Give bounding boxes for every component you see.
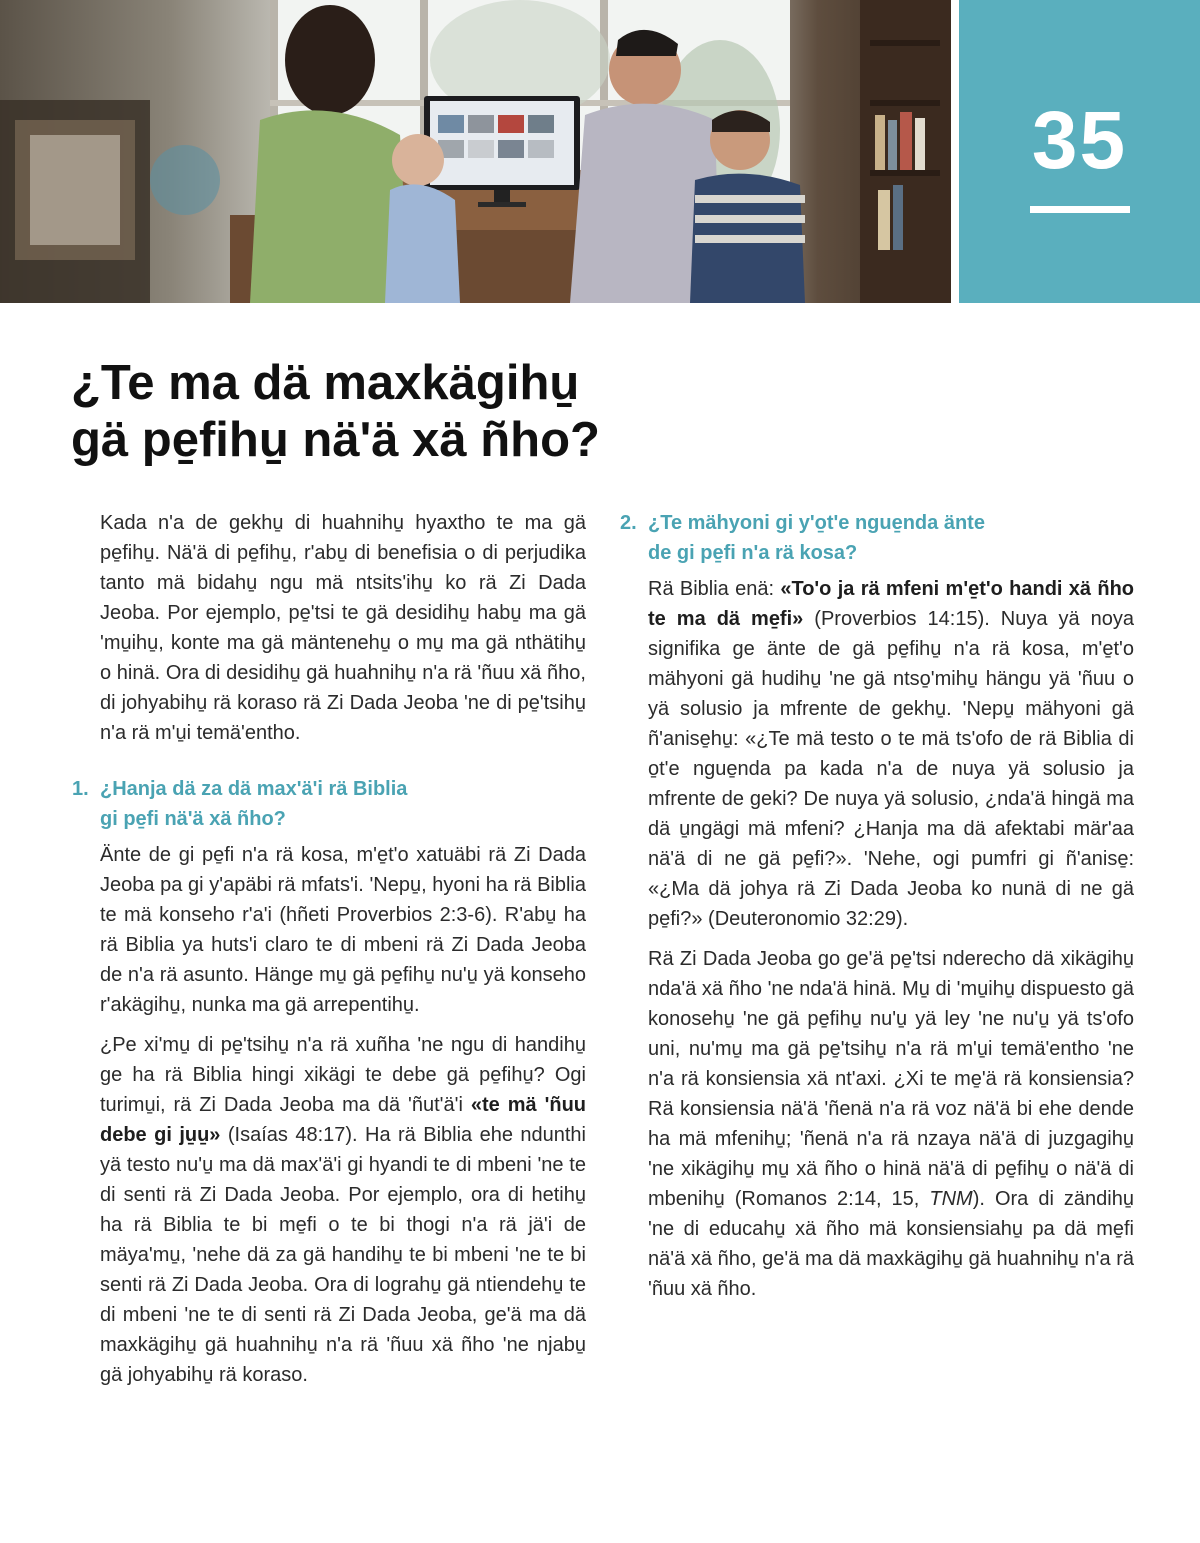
section-2-paragraph-2 [648,944,1134,1304]
section-2-p2-text-b: ). Ora di zändihu̱ 'ne di educahu̱ xä ñho mä konsiensiahu̱ pa dä me̱fi nä'ä xä ñho, ge'ä ma dä maxkägihu̱ gä huahnihu̱ n'a rä 'ñuu xä ñho. [648,1188,1134,1300]
section-2-number: 2. [620,512,637,534]
intro-paragraph: Kada n'a de gekhu̱ di huahnihu̱ hyaxtho te ma gä pe̱fihu̱. Nä'ä di pe̱fihu̱, r'abu̱ di benefisia o di perjudika tanto mä bidahu̱ ngu mä ntsits'ihu̱ ko rä Zi Dada Jeoba. Por ejemplo, pe̱'tsi te gä desidihu̱ habu̱ ma gä 'mu̱ihu̱, konte ma gä mäntenehu̱ o mu̱ ma gä nthätihu̱ o hinä. Ora di desidihu̱ gä huahnihu̱ n'a rä 'ñuu xä ñho, di johyabihu̱ rä koraso rä Zi Dada Jeoba 'ne di pe̱'tsihu̱ n'a rä m'u̱i temä'entho. [100,512,586,744]
section-2-paragraph-1 [648,574,1134,934]
section-2-heading-line-2: de gi pe̱fi n'a rä kosa? [648,542,858,564]
section-1-paragraph-2 [100,1030,586,1390]
lesson-number-box [959,0,1200,303]
lesson-number: 35 [1031,95,1128,186]
section-1-heading [72,774,586,834]
family-computer-photo [0,0,951,303]
right-column [620,508,1135,1304]
section-2-p1-text-b: (Proverbios 14:15). Nuya yä noya signifika ge änte de gä pe̱fihu̱ n'a rä kosa, m'e̱t'o mähyoni gä hudihu̱ 'ne gä ntso̱'mihu̱ hängu yä 'ñuu o yä solusio ja mfrente de gekhu̱. 'Nepu̱ mähyoni gä ñ'anise̱hu̱: «¿Te mä testo o te mä ts'ofo de rä Biblia di o̱t'e ngue̱nda pa kada n'a de nuya yä solusio ja mfrente de geki? De nuya yä solusio, ¿nda'ä hingä ma dä u̱ngägi mä mfeni? ¿Hanja ma dä afektabi mär'aa nä'ä di ne gä pe̱fi?». 'Nehe, ogi pumfri gi ñ'anise̱: «¿Ma dä johya rä Zi Dada Jeoba ko nunä di ne gä pe̱fi?» (Deuteronomio 32:29). [648,608,1134,930]
lesson-number-rule [1030,206,1130,213]
section-1-number: 1. [72,778,89,800]
section-1-p2-text-b: (Isaías 48:17). Ha rä Biblia ehe ndunthi yä testo nu'u̱ ma dä max'ä'i gi hyandi te di mbeni 'ne te di senti rä Zi Dada Jeoba. Por ejemplo, ora di hetihu̱ ha rä Biblia te bi me̱fi o te bi thogi n'a rä jä'i de mäya'mu̱, 'nehe dä za gä handihu̱ te bi mbeni 'ne te bi senti rä Zi Dada Jeoba. Ora di lograhu̱ gä ntiendehu̱ te di mbeni 'ne te di senti rä Zi Dada Jeoba, ge'ä ma dä maxkägihu̱ gä huahnihu̱ n'a rä 'ñuu xä ñho 'ne njabu̱ gä johyabihu̱ rä koraso. [100,1124,586,1386]
section-2-p2-text-a: Rä Zi Dada Jeoba go ge'ä pe̱'tsi nderecho dä xikägihu̱ nda'ä xä ñho 'ne nda'ä hinä. Mu̱ di 'mu̱ihu̱ dispuesto gä konosehu̱ 'ne gä pe̱fihu̱ nu'u̱ yä ley 'ne nu'u̱ yä ts'ofo uni, nu'mu̱ ma gä pe̱'tsihu̱ n'a rä m'u̱i temä'entho 'ne n'a rä konsiensia xä nt'axi. ¿Xi te me̱'ä rä konsiensia? Rä konsiensia nä'ä 'ñenä n'a rä voz nä'ä bi ehe dende ha mä mfenihu̱; 'ñenä n'a rä nzaya nä'ä di juzgagihu̱ 'ne xikägihu̱ mu̱ xä ñho o hinä nä'ä di pe̱fihu̱ o nä'ä di mbenihu̱ (Romanos 2:14, 15, [648,948,1134,1210]
section-2-heading-line-1: ¿Te mähyoni gi y'o̱t'e ngue̱nda änte [648,512,985,534]
left-column [72,508,586,1390]
section-1-heading-line-1: ¿Hanja dä za dä max'ä'i rä Biblia [100,778,408,800]
tnm-abbreviation: TNM [929,1188,973,1210]
section-1-heading-line-2: gi pe̱fi nä'ä xä ñho? [100,808,286,830]
page-title [71,355,971,469]
section-1-paragraph-1: Änte de gi pe̱fi n'a rä kosa, m'e̱t'o xatuäbi rä Zi Dada Jeoba pa gi y'apäbi rä mfats'i. 'Nepu̱, hyoni ha rä Biblia te mä konseho r'a'i (hñeti Proverbios 2:3-6). R'abu̱ ha rä Biblia ya huts'i claro te di mbeni rä Zi Dada Jeoba de n'a rä asunto. Hänge mu̱ gä pe̱fihu̱ nu'u̱ yä konseho r'akägihu̱, nunka ma gä arrepentihu̱. [100,844,586,1016]
scripture-quote-isaiah: «te mä 'ñuu debe gi ju̱u̱» [100,1094,586,1146]
title-line-2: gä pe̱fihu̱ nä'ä xä ñho? [71,413,600,467]
section-2-heading [620,508,1134,568]
section-1-p2-text-a: ¿Pe xi'mu̱ di pe̱'tsihu̱ n'a rä xuñha 'ne ngu di handihu̱ ge ha rä Biblia hingi xikägi te debe gä pe̱fihu̱? Ogi turimu̱i, rä Zi Dada Jeoba ma dä 'ñut'ä'i [100,1034,586,1116]
section-2-p1-text-a: Rä Biblia enä: [648,578,781,600]
title-line-1: ¿Te ma dä maxkägihu̱ [71,356,580,410]
scripture-quote-proverbs: «To'o ja rä mfeni m'e̱t'o handi xä ñho te ma dä me̱fi» [648,578,1135,630]
